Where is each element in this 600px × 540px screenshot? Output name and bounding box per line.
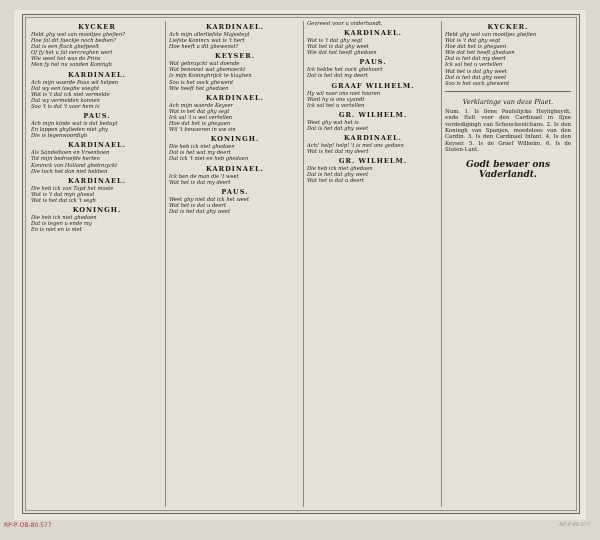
verse-line: Wat is het dat ick 't segh xyxy=(31,197,96,204)
verse-line: Ach! help! help! 't is met ons gedaen xyxy=(307,143,404,150)
verse-line: Wat het is dat ghy weet xyxy=(307,44,369,51)
speaker-heading: KARDINAEL. xyxy=(206,23,264,31)
verse-line: Ick sal het u vertellen xyxy=(307,102,365,109)
verse-line: Wat benouwt wat ghemaeckt xyxy=(169,67,246,74)
speaker-heading: KARDINAEL. xyxy=(68,176,126,185)
verse-line: En is niet en is niet xyxy=(31,227,82,234)
verse-line: Dat is tegen u ende my xyxy=(31,221,92,228)
speaker-heading: KYCKER. xyxy=(487,23,529,31)
speaker-heading: KARDINAEL. xyxy=(68,70,126,79)
verse-line: Ach mijn waerde Keyser xyxy=(169,102,233,109)
verse-line: Tot mijn bedroefde herten xyxy=(31,156,100,163)
verse-line: Ick ben de man die 't weet xyxy=(169,173,239,180)
inventory-number: RP-P-OB-80.577 xyxy=(4,522,52,529)
speaker-heading: KONINGH. xyxy=(72,205,122,214)
verse-line: Dat is het wat my deert xyxy=(169,150,231,157)
verse-line: En lappen ghylieden niet ghy xyxy=(31,127,108,134)
verse-line: Die heb ick van Tayd het moste xyxy=(31,185,114,192)
speaker-heading: GR. WILHELM. xyxy=(338,157,408,166)
verse-line: Of fy het u fal vercreghen wert xyxy=(31,50,113,57)
verse-line: Weet ghy niet dat ick het weet xyxy=(169,196,250,203)
verse-line: Hoe dat het is ghegaen xyxy=(169,121,231,128)
verse-line: Dat wy een laeghe voeght xyxy=(31,85,100,92)
column-divider xyxy=(303,21,304,507)
verse-line: Ick hebbe het oock ghehoort xyxy=(307,67,383,74)
column-4 xyxy=(445,21,571,507)
verse-line: Men fy het nu vanden Koningh xyxy=(31,62,112,69)
speaker-heading: KARDINAEL. xyxy=(344,29,402,38)
verse-line: Die heb ick niet ghedaen xyxy=(31,214,97,221)
verse-line: Dat ick 't niet en heb ghedaen xyxy=(169,156,249,163)
speaker-heading: KEYSER. xyxy=(214,52,256,61)
verse-line: Soo is het oock ghewent xyxy=(169,79,234,86)
verse-line: Wat het is dat my deert xyxy=(169,179,231,186)
print-sheet xyxy=(14,10,586,520)
verse-line: Weet ghy wat het is xyxy=(307,119,359,126)
verse-line: Ach mijn waerde Paus wil helpen xyxy=(31,79,119,86)
speaker-heading: KARDINAEL. xyxy=(206,164,264,173)
verse-line: Hebt ghy wel van mooitjes ghefien? xyxy=(31,32,126,38)
column-2 xyxy=(169,21,301,507)
printed-plate xyxy=(22,14,580,514)
verse-line: Koninck van Holland ghebruyckt xyxy=(31,162,118,169)
explanation-text: Num. 1. Is ſiene Pauſelijcke Heyligheydt, ende ſtelt voor den Cardinael in ſijne verdedigingh van Schenckenſchans. 2. Is den Koningh van Spanjen, moedeloos van den Cardin. 3. Is den Cardinael Infant. 4. Is den Keyser. 5. Is de Graef Wilhelm. 6. Is de Staten-Lant. xyxy=(445,108,571,154)
column-1 xyxy=(31,21,163,507)
verse-line: Wat gebruyckt wat doende xyxy=(169,61,240,68)
speaker-heading: KARDINAEL. xyxy=(206,93,264,102)
verse-line: Wat is het dat my deert xyxy=(307,149,369,156)
verse-line: Hoe fal dit faeckje noch bedien? xyxy=(31,38,116,45)
verse-line: Wie dat het heeft ghedaen xyxy=(307,50,377,57)
column-divider xyxy=(165,21,166,507)
speaker-heading: KONINGH. xyxy=(210,135,260,144)
verse-line: Wie dat het heeft ghedaen xyxy=(445,50,515,57)
explanation-title: Verklaringe van deze Plaet. xyxy=(462,97,554,106)
verse-line: Dat is het dat ghy weet xyxy=(307,172,369,179)
verse-line: Gevreest voor u onderhandt. xyxy=(307,21,383,27)
verse-line: Wat is 't dat myn gheest xyxy=(31,191,95,198)
verse-line: Ach mijn kinde wat is dat beduyt xyxy=(31,121,118,128)
speaker-heading: KARDINAEL. xyxy=(344,134,402,143)
verse-line: Wat is 't dat ick niet vermelde xyxy=(31,91,110,98)
verse-line: Wat is 't dat ghy segt xyxy=(307,38,363,45)
speaker-heading: PAUS. xyxy=(221,187,249,196)
verse-line: Soo 't is dat 't voor hem is xyxy=(31,103,100,110)
verse-line: Wat het is dat ghy weet xyxy=(445,68,507,75)
verse-line: Die toch het dan niet hebben xyxy=(31,168,108,175)
verse-line: Hy wil naer ons niet hooren xyxy=(307,90,381,97)
speaker-heading: GRAAF WILHELM. xyxy=(331,81,415,90)
verse-line: Want hy is ons vyandt xyxy=(307,96,365,103)
verse-line: Dat is het dat my deert xyxy=(307,73,368,80)
verse-line: Dat is het dat ghy weet xyxy=(169,208,231,215)
pencil-annotation: RP-P-80.577 xyxy=(559,522,590,528)
verse-line: Liefste Konincx wat is 't hert xyxy=(169,38,245,45)
divider-line xyxy=(445,91,571,92)
verse-line: Die heb ick niet ghedaen xyxy=(169,144,235,151)
verse-line: Dat is het dat ghy weet xyxy=(307,125,369,132)
speaker-heading: KARDINAEL. xyxy=(68,141,126,150)
verse-line: Die is tegenwoordigh xyxy=(31,133,88,140)
verse-line: Als Sandelhoen en Vrsenhoen xyxy=(31,150,110,157)
verse-line: Wil 't bewaeren in uw sin xyxy=(169,127,236,134)
verse-line: Ick sal 't u wel vertellen xyxy=(169,114,233,121)
verse-line: Die heb ick niet ghedaen xyxy=(307,166,373,173)
verse-line: Hoe heeft u dit ghewenst? xyxy=(169,44,239,51)
column-divider xyxy=(441,21,442,507)
verse-line: Hoe dat het is ghegaen xyxy=(445,44,507,51)
verse-line: Wat is het dat ghy segt xyxy=(169,108,230,115)
verse-line: Wat het is dat u deert xyxy=(169,202,226,209)
verse-line: Dat is het dat ghy weet xyxy=(445,74,507,81)
column-3 xyxy=(307,21,439,507)
verse-line: Hebt ghy wel van mooitjes ghefien xyxy=(445,32,537,38)
verse-line: Dat wy vermelden konnen xyxy=(31,97,100,104)
verse-line: Dat is het dat my deert xyxy=(445,56,506,63)
speaker-heading: KYCKER xyxy=(78,23,116,31)
motto: Godt bewaer ons Vaderlandt. xyxy=(465,159,551,180)
speaker-heading: PAUS. xyxy=(359,58,387,67)
verse-line: Wat het is dat u deert xyxy=(307,178,364,185)
verse-line: Wat is 't dat ghy segt xyxy=(445,38,501,45)
verse-line: Dat is een ftuck ghefpeelt xyxy=(31,44,99,51)
verse-line: Ach mijn allerliefste Majesteyt xyxy=(169,32,250,38)
verse-line: Is mijn Koninghrijck te klaghen xyxy=(169,73,252,80)
verse-line: Ick sal het u vertellen xyxy=(445,62,503,69)
speaker-heading: PAUS. xyxy=(83,112,111,121)
speaker-heading: GR. WILHELM. xyxy=(338,110,408,119)
verse-line: Soo is het oock ghewent xyxy=(445,80,510,87)
verse-line: Wie heeft het ghedaen xyxy=(169,85,229,92)
verse-line: Wie weet het was de Prins xyxy=(31,56,101,63)
